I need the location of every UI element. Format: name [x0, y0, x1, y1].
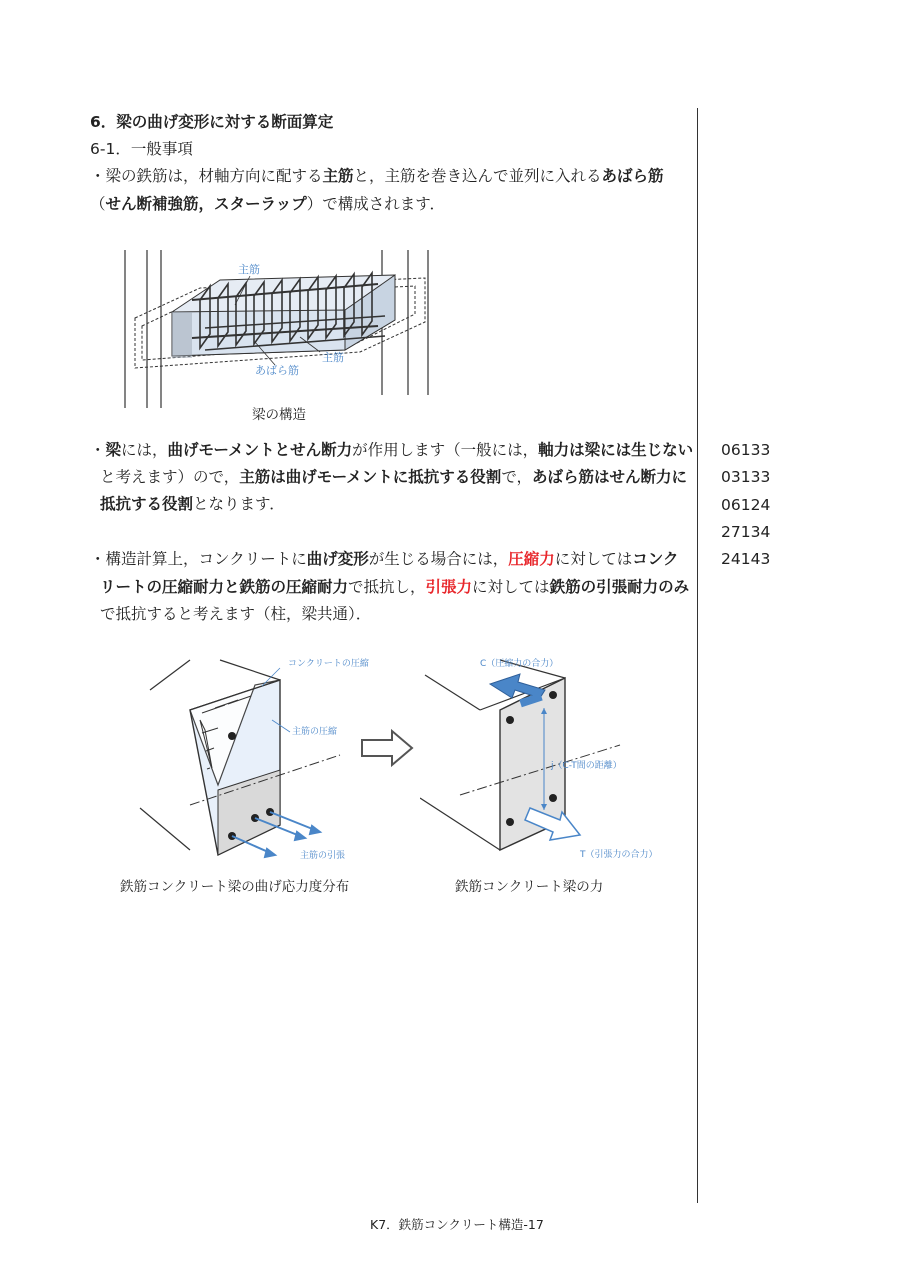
text: ）で構成されます．	[306, 195, 445, 213]
term-beam: 梁	[105, 441, 122, 459]
beam-structure-caption: 梁の構造	[252, 407, 306, 423]
paragraph-3-line-3	[100, 601, 371, 628]
text: に対しては	[472, 578, 550, 596]
paragraph-2-line-1	[90, 437, 693, 464]
text: で抵抗し，	[348, 578, 426, 596]
subsection-heading: 6-1．一般事項	[90, 140, 193, 158]
paragraph-1-line-1	[90, 163, 664, 190]
beam-forces-caption: 鉄筋コンクリート梁の力	[455, 879, 604, 895]
term-tensile-capacity: 鉄筋の引張耐力のみ	[549, 578, 690, 596]
section-heading: 6．梁の曲げ変形に対する断面算定	[90, 113, 334, 131]
label-concrete-compression: コンクリートの圧縮	[288, 659, 369, 669]
term-compression: 圧縮力	[508, 550, 555, 568]
text: に対しては	[554, 550, 633, 568]
code-item: 06133	[721, 441, 771, 459]
label-compression-resultant: C（圧縮力の合力）	[480, 659, 559, 669]
paragraph-2-line-3	[100, 491, 285, 518]
label-lever-arm: j（C-T間の距離）	[551, 761, 622, 771]
text: が作用します（一般には，	[352, 441, 539, 459]
code-item: 24143	[721, 550, 771, 569]
label-rebar-tension: 主筋の引張	[300, 851, 346, 861]
paragraph-3-line-1	[90, 546, 678, 573]
stress-distribution-figure	[130, 650, 390, 865]
term-resistance-role: 抵抗する役割	[100, 495, 194, 513]
code-item: 27134	[721, 522, 771, 541]
margin-rule	[697, 108, 698, 1203]
label-main-rebar-bottom: 主筋	[322, 351, 344, 364]
label-stirrup: あばら筋	[255, 364, 299, 377]
text: となります．	[193, 495, 285, 513]
text: と，主筋を巻き込んで並列に入れる	[353, 167, 602, 185]
term-shear-reinforcement: せん断補強筋，スターラップ	[105, 195, 307, 213]
arrow-right-icon	[360, 728, 415, 768]
paragraph-3-line-2	[100, 574, 689, 601]
term-compressive-capacity: リートの圧縮耐力と鉄筋の圧縮耐力	[100, 578, 349, 596]
label-tension-resultant: T（引張力の合力）	[580, 850, 658, 860]
term-axial-force: 軸力は梁には生じない	[538, 441, 694, 459]
beam-forces-figure	[420, 650, 680, 865]
stress-distribution-caption: 鉄筋コンクリート梁の曲げ応力度分布	[120, 879, 350, 895]
label-rebar-compression: 主筋の圧縮	[292, 727, 338, 737]
text: が生じる場合には，	[368, 550, 509, 568]
term-moment-shear: 曲げモーメントとせん断力	[167, 441, 353, 459]
text: には，	[121, 441, 168, 459]
code-item: 06124	[721, 495, 771, 514]
term-main-rebar-role: 主筋は曲げモーメントに抵抗する役割	[239, 468, 502, 486]
paragraph-1-line-2	[90, 191, 445, 218]
text: ・梁の鉄筋は，材軸方向に配する	[90, 167, 323, 185]
text: ・	[90, 441, 106, 459]
text: ・構造計算上，コンクリートに	[90, 550, 307, 568]
text: で抵抗すると考えます（柱，梁共通）．	[100, 605, 372, 623]
question-codes	[721, 437, 770, 573]
text: と考えます）ので，	[100, 468, 240, 486]
term-stirrup-role: あばら筋はせん断力に	[532, 468, 688, 486]
code-item: 03133	[721, 468, 771, 487]
page-footer: K7．鉄筋コンクリート構造-17	[370, 1217, 544, 1232]
term-stirrup: あばら筋	[601, 167, 664, 185]
paragraph-2-line-2	[100, 464, 687, 491]
beam-structure-figure	[110, 240, 450, 425]
text: で，	[501, 468, 533, 486]
term-bending: 曲げ変形	[306, 550, 369, 568]
term-concrete: コンク	[632, 550, 679, 568]
term-tension: 引張力	[425, 578, 473, 596]
term-main-rebar: 主筋	[322, 167, 354, 185]
text: （	[90, 195, 106, 213]
label-main-rebar-top: 主筋	[238, 263, 260, 276]
